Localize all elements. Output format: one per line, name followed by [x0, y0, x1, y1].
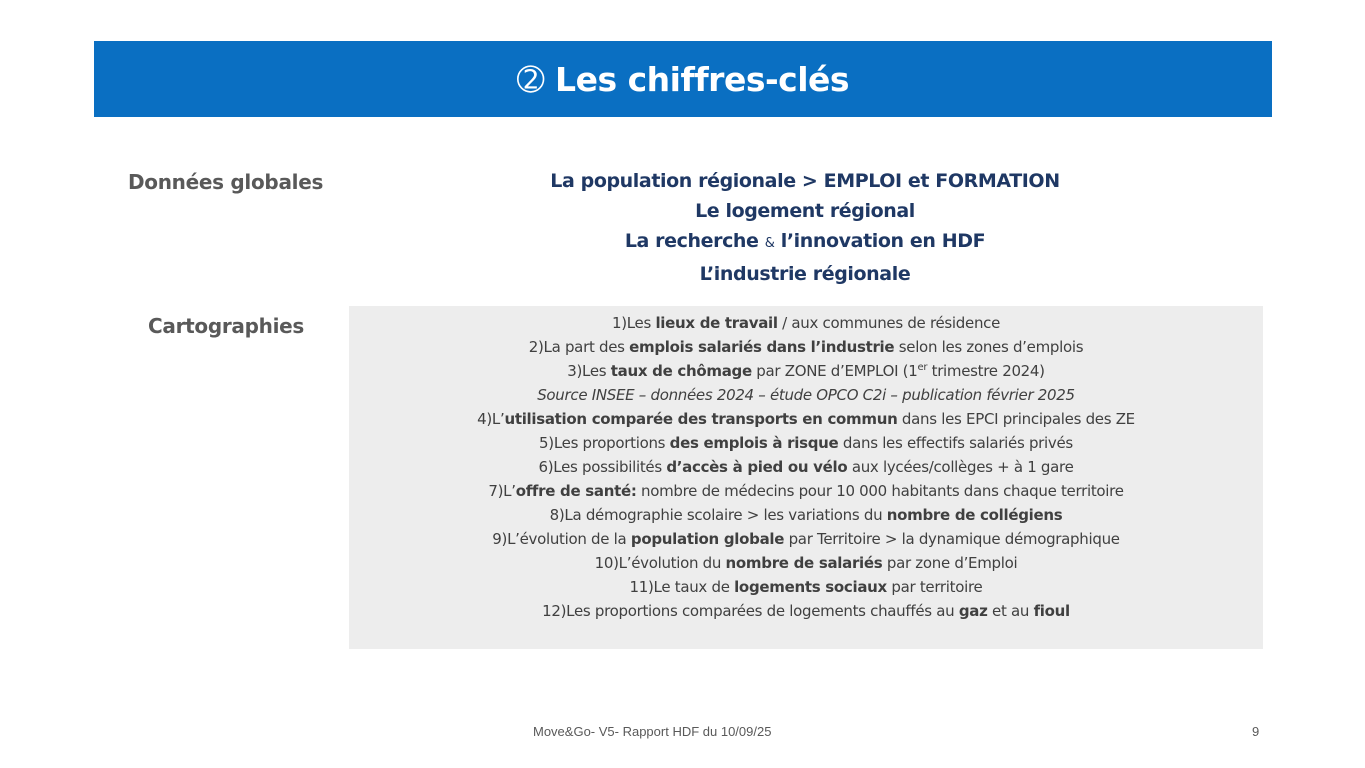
- cartography-item-text: des emplois à risque: [669, 434, 839, 452]
- cartography-item: [349, 551, 1263, 575]
- cartography-item-text: logements sociaux: [734, 578, 887, 596]
- cartography-item-text: emplois salariés dans l’industrie: [629, 338, 895, 356]
- cartography-item-text: population globale: [630, 530, 785, 548]
- cartography-item-text: er: [917, 362, 928, 373]
- cartography-item-text: dans les EPCI principales des ZE: [897, 410, 1135, 428]
- cartography-item-text: 9)L’évolution de la: [492, 530, 631, 548]
- cartography-item-text: gaz: [958, 602, 988, 620]
- cartography-item: [349, 599, 1263, 623]
- cartography-item-text: 4)L’: [477, 410, 505, 428]
- cartography-item-text: nombre de médecins pour 10 000 habitants dans chaque territoire: [636, 482, 1124, 500]
- cartography-item-text: 11)Le taux de: [629, 578, 735, 596]
- global-data-item-text: l’innovation en HDF: [774, 230, 986, 252]
- cartography-item: [349, 311, 1263, 335]
- cartography-item-text: 2)La part des: [528, 338, 630, 356]
- cartography-item: [349, 479, 1263, 503]
- cartography-item: [349, 455, 1263, 479]
- cartography-item: [349, 503, 1263, 527]
- cartography-item: [349, 359, 1263, 383]
- cartography-item-text: d’accès à pied ou vélo: [666, 458, 848, 476]
- cartography-item-text: 3)Les: [567, 362, 611, 380]
- cartography-item-text: lieux de travail: [655, 314, 778, 332]
- slide-title: ➁ Les chiffres-clés: [516, 59, 850, 99]
- cartography-item-text: par Territoire > la dynamique démographique: [784, 530, 1120, 548]
- global-data-item-text: La population régionale > EMPLOI et FORMATION: [550, 170, 1060, 192]
- cartography-item-text: 10)L’évolution du: [594, 554, 726, 572]
- cartography-item-text: selon les zones d’emplois: [894, 338, 1084, 356]
- cartography-item-text: 1)Les: [611, 314, 656, 332]
- cartography-item-text: aux lycées/collèges + à 1 gare: [847, 458, 1074, 476]
- global-data-list: [500, 166, 1110, 289]
- global-data-item: [500, 166, 1110, 196]
- cartography-item-text: par ZONE d’EMPLOI (1: [751, 362, 918, 380]
- cartographies-box: [349, 306, 1263, 649]
- cartography-item-text: par zone d’Emploi: [882, 554, 1018, 572]
- cartography-item-text: nombre de salariés: [725, 554, 883, 572]
- cartography-item-text: 6)Les possibilités: [538, 458, 667, 476]
- cartography-item-text: trimestre 2024): [927, 362, 1045, 380]
- cartography-item-text: 5)Les proportions: [539, 434, 670, 452]
- title-banner: [94, 41, 1272, 117]
- page-number: 9: [1252, 724, 1260, 739]
- section-label-cartographies: Cartographies: [148, 314, 304, 338]
- global-data-item: [500, 196, 1110, 226]
- cartographies-list: [349, 306, 1263, 623]
- cartography-item-text: offre de santé:: [515, 482, 637, 500]
- cartography-item: [349, 383, 1263, 407]
- cartography-item-text: / aux communes de résidence: [777, 314, 1001, 332]
- cartography-item-text: Source INSEE – données 2024 – étude OPCO C2i – publication février 2025: [537, 386, 1075, 404]
- footer-text: Move&Go- V5- Rapport HDF du 10/09/25: [533, 724, 772, 739]
- cartography-item-text: 7)L’: [488, 482, 516, 500]
- cartography-item-text: taux de chômage: [610, 362, 752, 380]
- cartography-item-text: utilisation comparée des transports en commun: [504, 410, 898, 428]
- global-data-item-text: Le logement régional: [695, 200, 915, 222]
- global-data-item: [500, 259, 1110, 289]
- cartography-item: [349, 335, 1263, 359]
- global-data-item-text: L’industrie régionale: [699, 263, 911, 285]
- cartography-item-text: par territoire: [886, 578, 983, 596]
- cartography-item-text: fioul: [1033, 602, 1070, 620]
- section-label-donnees-globales: Données globales: [128, 170, 324, 194]
- global-data-item-text: &: [764, 236, 775, 251]
- cartography-item: [349, 575, 1263, 599]
- cartography-item-text: 12)Les proportions comparées de logements chauffés au: [542, 602, 959, 620]
- cartography-item: [349, 527, 1263, 551]
- cartography-item-text: dans les effectifs salariés privés: [838, 434, 1073, 452]
- global-data-item-text: La recherche: [624, 230, 765, 252]
- global-data-item: [500, 226, 1110, 259]
- cartography-item-text: 8)La démographie scolaire > les variations du: [549, 506, 887, 524]
- cartography-item-text: et au: [987, 602, 1034, 620]
- cartography-item-text: nombre de collégiens: [886, 506, 1063, 524]
- cartography-item: [349, 407, 1263, 431]
- cartography-item: [349, 431, 1263, 455]
